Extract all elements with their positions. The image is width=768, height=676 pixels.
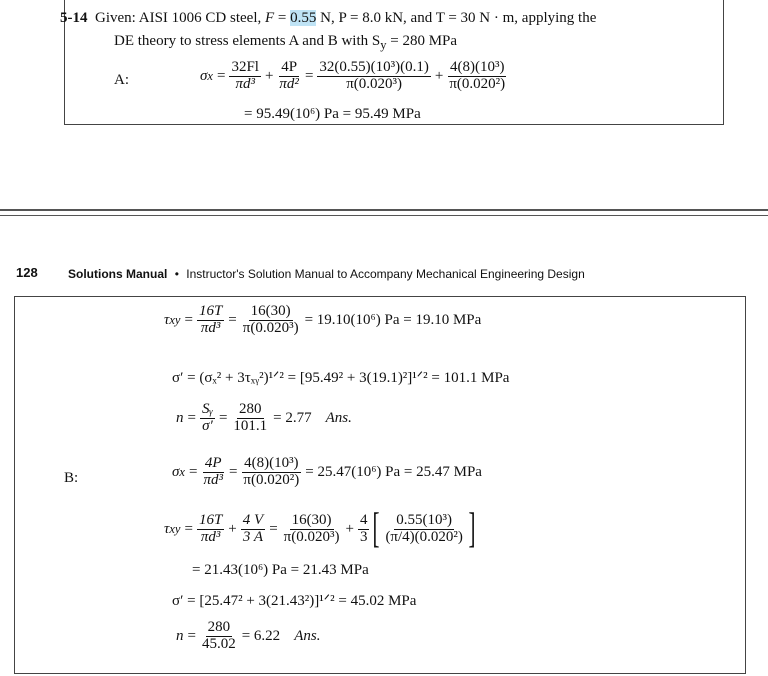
right-bracket: ] xyxy=(468,506,476,552)
given-suffix: N, P = 8.0 kN, and T = 30 N · m, applying the xyxy=(316,10,597,26)
page-header-title xyxy=(68,267,585,281)
frac-32Fl: $\frac{32Fl}{\text{πd³}}$ xyxy=(231,59,259,92)
von-mises-2: σ′ = [25.47² + 3(21.43²)]¹ᐟ² = 45.02 MPa xyxy=(172,593,417,609)
frac-Sy-sigma: $\frac{\text{Sᵧ}}{\sigma'}$ xyxy=(201,401,213,434)
frac-numeric-1: $\frac{\text{32(0.55)(10³)(0.1)}}{\text{π(0.020³)}}$ xyxy=(319,59,429,92)
problem-statement-line-1: 5-14 Given: AISI 1006 CD steel, F = 0.55 N, P = 8.0 kN, and T = 30 N · m, applying the xyxy=(60,10,597,26)
given-line-2: DE theory to stress elements A and B with S xyxy=(114,33,381,49)
sigma-equation-b: σ x = $\frac{4P}{\text{πd³}}$ = $\frac{\text{4(8)(10³)}}{\text{π(0.020²)}}$ = 25.47(10⁶) Pa = 25.47 MPa xyxy=(172,455,482,488)
safety-factor-2: n = $\frac{280}{45.02}$ = 6.22 Ans. xyxy=(176,619,321,652)
header-bold-title: Solutions Manual xyxy=(68,267,168,281)
page-break-line-2 xyxy=(0,215,768,216)
Sy-subscript: y xyxy=(380,38,387,52)
header-subtitle: Instructor's Solution Manual to Accompany Mechanical Engineering Design xyxy=(186,267,585,281)
sigma-symbol: σ xyxy=(200,67,208,84)
header-bullet: • xyxy=(174,267,179,281)
answer-label-2: Ans. xyxy=(294,627,321,644)
page-number: 128 xyxy=(16,265,38,280)
frac-16T-b: $\frac{16T}{\text{πd³}}$ xyxy=(198,511,223,545)
tau-equation-2: τ xy = $\frac{16T}{\text{πd³}}$ + $\frac{4 V}{3 A}$ = $\frac{16(30)}{\text{π(0.020³)}}$ + $\frac{4}{3}$ [ $\frac{\text{0.55(10³)}}{\text{(π/4)(0.020²)}}$ ] xyxy=(164,506,476,552)
frac-16-30-b: $\frac{16(30)}{\text{π(0.020³)}}$ xyxy=(283,511,340,545)
tau-equation-1: τ xy = $\frac{16T}{\text{πd³}}$ = $\frac{16(30)}{\text{π(0.020³)}}$ = 19.10(10⁶) Pa = 19.10 MPa xyxy=(164,303,482,336)
given-line-2-end: = 280 MPa xyxy=(386,33,458,49)
frac-4-8-b: $\frac{\text{4(8)(10³)}}{\text{π(0.020²)}}$ xyxy=(243,455,300,488)
safety-factor-1: n = $\frac{\text{Sᵧ}}{\sigma'}$ = $\frac{280}{101.1}$ = 2.77 Ans. xyxy=(176,401,352,434)
frac-shear-term: $\frac{\text{0.55(10³)}}{\text{(π/4)(0.020²)}}$ xyxy=(385,511,463,545)
left-bracket: [ xyxy=(372,506,380,552)
frac-4P-b: $\frac{4P}{\text{πd³}}$ xyxy=(203,455,223,488)
frac-4V-3A: $\frac{4 V}{3 A}$ xyxy=(242,511,264,545)
part-b-label: B: xyxy=(64,470,79,486)
page-break-line-1 xyxy=(0,209,768,211)
answer-label-1: Ans. xyxy=(325,409,352,426)
sigma-subscript: x xyxy=(207,68,213,83)
frac-16T: $\frac{16T}{\text{πd³}}$ xyxy=(198,303,223,336)
frac-280-101: $\frac{280}{101.1}$ xyxy=(233,401,268,434)
frac-16-30: $\frac{16(30)}{\text{π(0.020³)}}$ xyxy=(242,303,299,336)
part-a-label: A: xyxy=(114,72,129,88)
problem-number: 5-14 xyxy=(60,10,88,26)
given-prefix: Given: AISI 1006 CD steel, xyxy=(95,10,265,26)
von-mises-1: σ′ = (σₓ² + 3τₓᵧ²)¹ᐟ² = [95.49² + 3(19.1)²]¹ᐟ² = 101.1 MPa xyxy=(172,370,510,386)
problem-statement-line-2 xyxy=(114,33,457,53)
frac-4P: $\frac{4P}{\text{πd²}}$ xyxy=(279,59,299,92)
frac-4-3: $\frac{4}{3}$ xyxy=(359,511,368,545)
F-value: 0.55 xyxy=(290,10,317,26)
part-a-equation: σ x = $\frac{32Fl}{\text{πd³}}$ + $\frac{4P}{\text{πd²}}$ = $\frac{\text{32(0.55)(10³)(0.1)}}{\text{π(0.020³)}}$ + $\frac{\text{4(8)(10³)}}{\text{π(0.020²)}}$ xyxy=(200,59,506,92)
tau-result-2: = 21.43(10⁶) Pa = 21.43 MPa xyxy=(192,562,369,578)
frac-numeric-2: $\frac{\text{4(8)(10³)}}{\text{π(0.020²)}}$ xyxy=(449,59,506,92)
part-a-result: = 95.49(10⁶) Pa = 95.49 MPa xyxy=(244,106,421,122)
F-symbol: F xyxy=(265,10,275,26)
frac-280-45: $\frac{280}{45.02}$ xyxy=(201,619,236,652)
